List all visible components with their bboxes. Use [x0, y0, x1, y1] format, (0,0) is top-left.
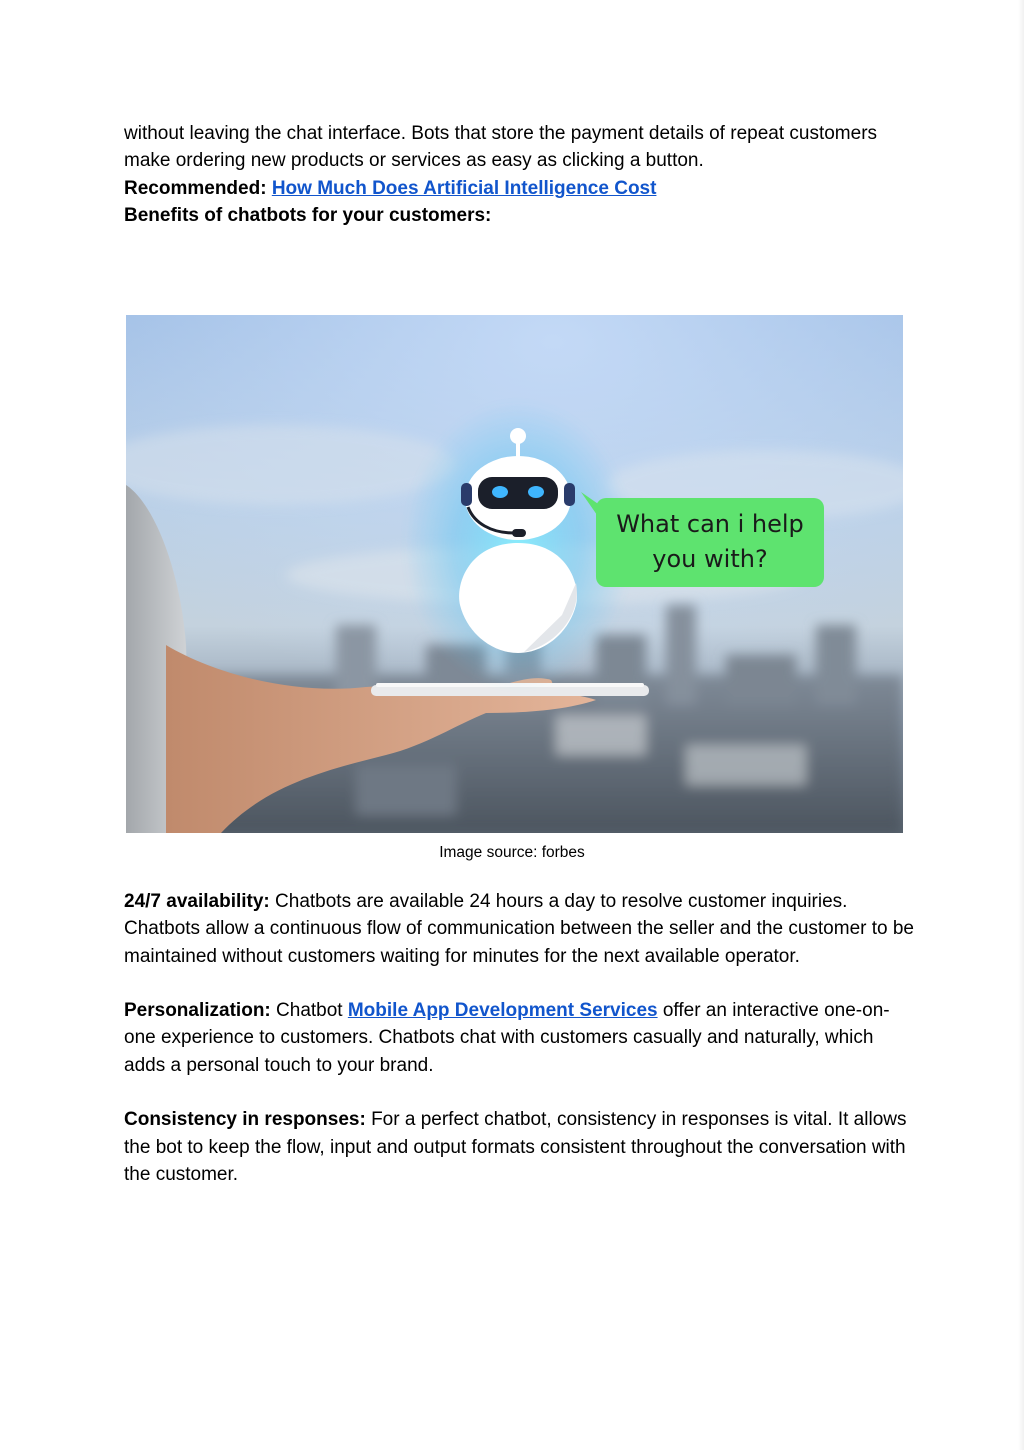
chatbot-hero-image [126, 315, 903, 833]
mobile-app-dev-link[interactable]: Mobile App Development Services [347, 1000, 658, 1022]
benefits-list [124, 888, 914, 1188]
recommended-link[interactable]: How Much Does Artificial Intelligence Cost [271, 177, 657, 199]
benefit-text-post: offer an interactive one-on-one experience to customers. Chatbots chat with customers casually and naturally, which adds a personal touch to your brand. [124, 1000, 890, 1076]
speech-bubble [581, 492, 824, 587]
benefit-label: Consistency in responses: [124, 1109, 366, 1131]
benefit-label: 24/7 availability: [124, 891, 270, 912]
benefit-personalization [124, 997, 914, 1079]
benefits-heading [124, 202, 914, 229]
intro-paragraph: without leaving the chat interface. Bots that store the payment details of repeat customers make ordering new products or services as easy as clicking a button. [124, 123, 878, 172]
image-caption: Image source: forbes [439, 844, 585, 861]
benefits-heading-text: Benefits of chatbots for your customers: [124, 204, 492, 226]
recommended-line [124, 175, 914, 202]
document-body [124, 120, 914, 229]
benefit-availability [124, 888, 914, 970]
bubble-line-2: you with? [652, 545, 768, 573]
recommended-label: Recommended: [124, 177, 267, 199]
benefit-text: Chatbots are available 24 hours a day to resolve customer inquiries. Chatbots allow a continuous flow of communication between the seller and the customer to be maintained without customers waiting for minutes for the next available operator. [124, 891, 915, 967]
benefit-text-pre: Chatbot [270, 1000, 348, 1022]
bubble-line-1: What can i help [616, 510, 804, 538]
benefit-label: Personalization: [124, 1000, 271, 1022]
page-edge-shadow [1018, 0, 1024, 1450]
benefit-consistency [124, 1106, 914, 1188]
benefit-text: For a perfect chatbot, consistency in responses is vital. It allows the bot to keep the flow, input and output formats consistent throughout the conversation with the customer. [124, 1109, 907, 1185]
